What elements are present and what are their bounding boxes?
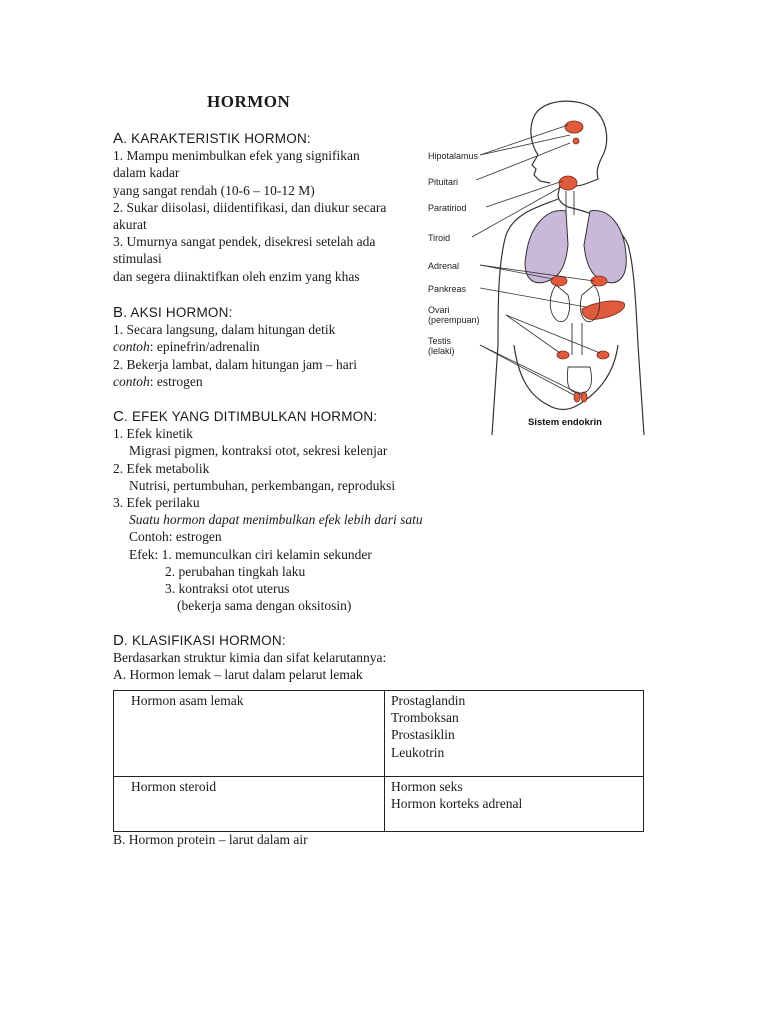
karakteristik-line: dan segera diinaktifkan oleh enzim yang khas	[113, 268, 360, 284]
tiroid-gland	[559, 176, 577, 190]
section-efek	[113, 408, 423, 614]
table-cell-items	[385, 691, 644, 777]
karakteristik-line: 2. Sukar diisolasi, diidentifikasi, dan diukur secara	[113, 199, 387, 215]
klasifikasi-sub-b-block	[113, 831, 308, 848]
efek-effect-2: 2. perubahan tingkah laku	[165, 563, 306, 579]
label-pituitari: Pituitari	[428, 177, 459, 187]
section-a-letter: A	[113, 130, 124, 147]
table-row	[114, 777, 644, 832]
section-a-title: . KARAKTERISTIK HORMON:	[123, 131, 311, 146]
aksi-example-1	[113, 338, 357, 355]
label-testis-note: (lelaki)	[428, 346, 455, 356]
figure-labels	[428, 151, 602, 428]
hormon-lemak-table	[113, 690, 644, 832]
label-tiroid: Tiroid	[428, 233, 451, 243]
example-label: contoh	[113, 339, 150, 355]
section-b-letter: B	[113, 304, 124, 321]
aksi-example-2	[113, 373, 357, 390]
list-item: Hormon korteks adrenal	[391, 796, 523, 812]
klasifikasi-intro: Berdasarkan struktur kimia dan sifat kelarutannya:	[113, 650, 387, 666]
efek-item-2: 2. Efek metabolik	[113, 460, 210, 476]
lungs	[525, 210, 626, 282]
section-a-heading	[113, 130, 386, 147]
label-adrenal: Adrenal	[428, 261, 460, 271]
efek-effect-1: Efek: 1. memunculkan ciri kelamin sekunder	[129, 546, 372, 562]
label-hipotalamus: Hipotalamus	[428, 151, 479, 161]
label-pankreas: Pankreas	[428, 284, 467, 294]
klasifikasi-sub-b: B. Hormon protein – larut dalam air	[113, 832, 308, 847]
table-cell-type: Hormon steroid	[114, 777, 385, 832]
label-testis: Testis	[428, 336, 452, 346]
efek-item-3-note	[113, 511, 423, 528]
efek-example: Contoh: estrogen	[129, 529, 222, 545]
example-text: : epinefrin/adrenalin	[149, 339, 260, 355]
efek-effect-3: 3. kontraksi otot uterus	[165, 580, 290, 596]
section-d-title: . KLASIFIKASI HORMON:	[124, 633, 286, 648]
example-label: contoh	[113, 373, 150, 389]
efek-item-1-detail: Migrasi pigmen, kontraksi otot, sekresi kelenjar	[129, 443, 388, 459]
pituitari-gland	[573, 138, 579, 144]
list-item: Prostasiklin	[391, 727, 455, 743]
efek-item-3: 3. Efek perilaku	[113, 494, 200, 510]
karakteristik-line: stimulasi	[113, 251, 162, 267]
section-klasifikasi	[113, 632, 386, 684]
list-item: Prostaglandin	[391, 693, 466, 708]
list-item: Leukotrin	[391, 744, 445, 760]
karakteristik-line: akurat	[113, 216, 147, 232]
table-cell-type: Hormon asam lemak	[114, 691, 385, 777]
table-row	[114, 691, 644, 777]
section-c-heading	[113, 408, 423, 425]
section-d-letter: D	[113, 632, 125, 649]
section-karakteristik	[113, 130, 386, 285]
list-item: Tromboksan	[391, 710, 459, 726]
pankreas-gland	[582, 301, 625, 320]
efek-effect-3-note: (bekerja sama dengan oksitosin)	[177, 598, 352, 614]
section-c-letter: C	[113, 408, 125, 425]
karakteristik-line: 3. Umurnya sangat pendek, disekresi setelah ada	[113, 234, 376, 250]
page-title: HORMON	[207, 92, 291, 111]
karakteristik-line: 1. Mampu menimbulkan efek yang signifikan	[113, 148, 360, 164]
table-cell-items	[385, 777, 644, 832]
label-ovari: Ovari	[428, 305, 450, 315]
aksi-line-2: 2. Bekerja lambat, dalam hitungan jam – hari	[113, 356, 358, 372]
efek-item-3-italic: Suatu hormon dapat menimbulkan efek lebih dari satu	[129, 512, 423, 528]
section-b-title: . AKSI HORMON:	[123, 305, 233, 320]
section-c-title: . EFEK YANG DITIMBULKAN HORMON:	[124, 409, 378, 424]
efek-item-2-detail: Nutrisi, pertumbuhan, perkembangan, reproduksi	[129, 477, 396, 493]
testis-right	[581, 392, 587, 402]
example-text: : estrogen	[149, 373, 203, 389]
efek-item-1: 1. Efek kinetik	[113, 426, 193, 442]
endocrine-system-figure	[418, 95, 653, 435]
figure-caption: Sistem endokrin	[528, 417, 602, 428]
hipotalamus-gland	[565, 121, 583, 133]
section-b-heading	[113, 304, 357, 321]
aksi-line-1: 1. Secara langsung, dalam hitungan detik	[113, 322, 336, 338]
karakteristik-line: yang sangat rendah (10-6 – 10-12 M)	[113, 182, 315, 198]
klasifikasi-sub-a: A. Hormon lemak – larut dalam pelarut lemak	[113, 667, 363, 683]
label-ovari-note: (perempuan)	[428, 315, 480, 325]
adrenal-left	[551, 276, 567, 286]
section-d-heading	[113, 632, 386, 649]
label-paratiroid: Paratiriod	[428, 203, 467, 213]
section-aksi	[113, 304, 357, 390]
list-item: Hormon seks	[391, 779, 463, 794]
karakteristik-line: dalam kadar	[113, 165, 180, 181]
